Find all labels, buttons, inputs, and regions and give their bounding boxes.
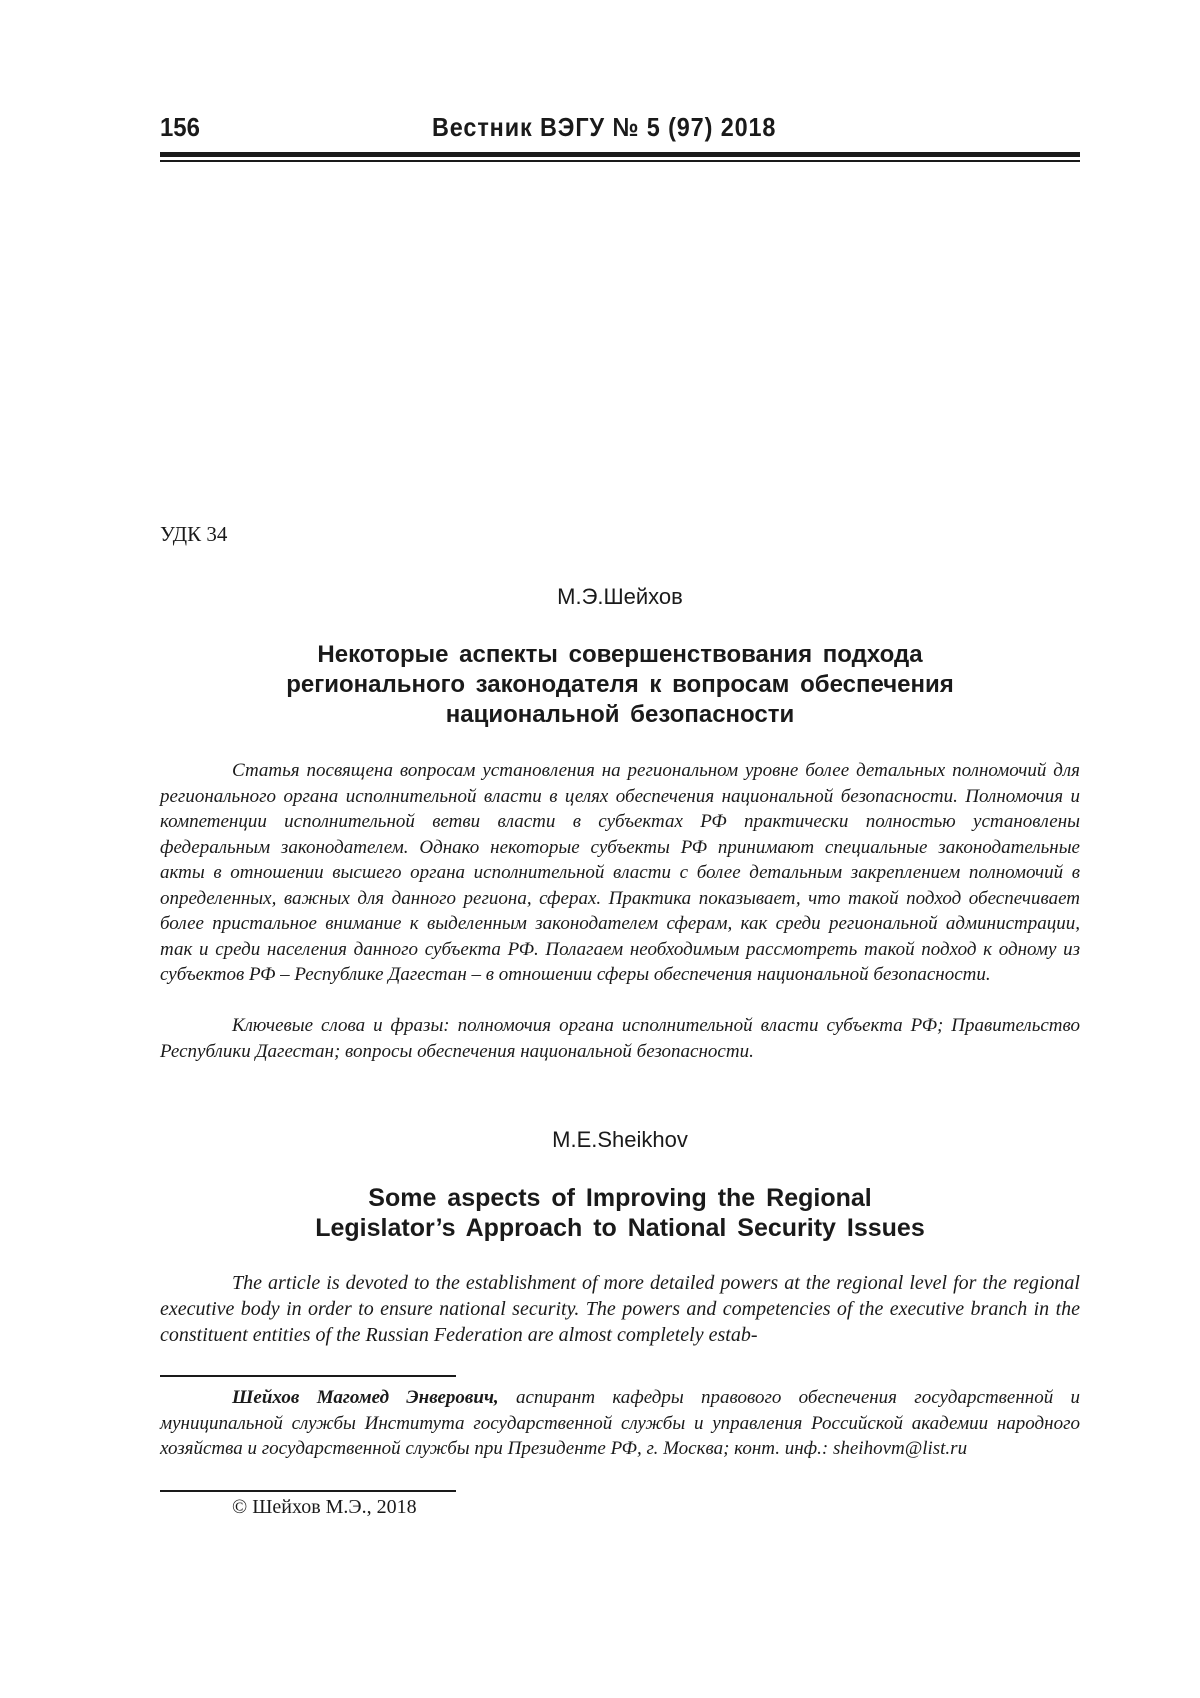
copyright-notice: © Шейхов М.Э., 2018 bbox=[232, 1496, 417, 1518]
title-ru bbox=[160, 640, 1080, 730]
title-en-line: Some aspects of Improving the Regional bbox=[368, 1184, 872, 1212]
author-ru: М.Э.Шейхов bbox=[557, 584, 683, 609]
abstract-en-text: The article is devoted to the establishment of more detailed powers at the regional level for the regional executive body in order to ensure national security. The powers and competencies of the executive branch in the constituent entities of the Russian Federation are almost completely estab- bbox=[160, 1272, 1080, 1346]
header-rule-thin bbox=[160, 160, 1080, 162]
abstract-ru bbox=[160, 758, 1080, 988]
footnote-affiliation: аспирант кафедры правового обеспечения государственной и муниципальной службы Института государственной службы и управления Российской академии народного хозяйства и государственной службы при Президенте РФ, г. Москва; конт. инф.: sheihovm@list.ru bbox=[160, 1387, 1080, 1459]
footnote-rule bbox=[160, 1375, 456, 1377]
keywords-ru-text: Ключевые слова и фразы: полномочия органа исполнительной власти субъекта РФ; Правительство Республики Дагестан; вопросы обеспечения национальной безопасности. bbox=[160, 1015, 1080, 1062]
title-ru-line: Некоторые аспекты совершенствования подхода bbox=[317, 641, 923, 668]
udc-code: УДК 34 bbox=[160, 522, 228, 546]
keywords-ru bbox=[160, 1013, 1080, 1064]
page-number: 156 bbox=[160, 112, 200, 142]
copyright-rule bbox=[160, 1490, 456, 1492]
footnote-author-name: Шейхов Магомед Энверович, bbox=[232, 1387, 499, 1408]
title-ru-line: регионального законодателя к вопросам обеспечения bbox=[286, 671, 954, 698]
title-ru-line: национальной безопасности bbox=[445, 701, 795, 728]
author-footnote bbox=[160, 1385, 1080, 1462]
footnote-paragraph bbox=[160, 1385, 1080, 1462]
title-en-line: Legislator’s Approach to National Security Issues bbox=[315, 1214, 925, 1242]
author-en: M.E.Sheikhov bbox=[552, 1127, 688, 1152]
header-rule-thick bbox=[160, 152, 1080, 157]
abstract-ru-text: Статья посвящена вопросам установления на региональном уровне более детальных полномочий для регионального органа исполнительной власти в целях обеспечения национальной безопасности. Полномочия и компетенции исполнительной ветви власти в субъектах РФ практически полностью установлены федеральным законодателем. Однако некоторые субъекты РФ принимают специальные законодательные акты в отношении высшего органа исполнительной власти с более детальным закреплением полномочий в определенных, важных для данного региона, сферах. Практика показывает, что такой подход обеспечивает более пристальное внимание к выделенным законодателем сферам, как среди региональной администрации, так и среди населения данного субъекта РФ. Полагаем необходимым рассмотреть такой подход к одному из субъектов РФ – Республике Дагестан – в отношении сферы обеспечения национальной безопасности. bbox=[160, 760, 1080, 985]
journal-header: Вестник ВЭГУ № 5 (97) 2018 bbox=[432, 112, 777, 142]
title-en bbox=[160, 1183, 1080, 1243]
abstract-en bbox=[160, 1270, 1080, 1348]
